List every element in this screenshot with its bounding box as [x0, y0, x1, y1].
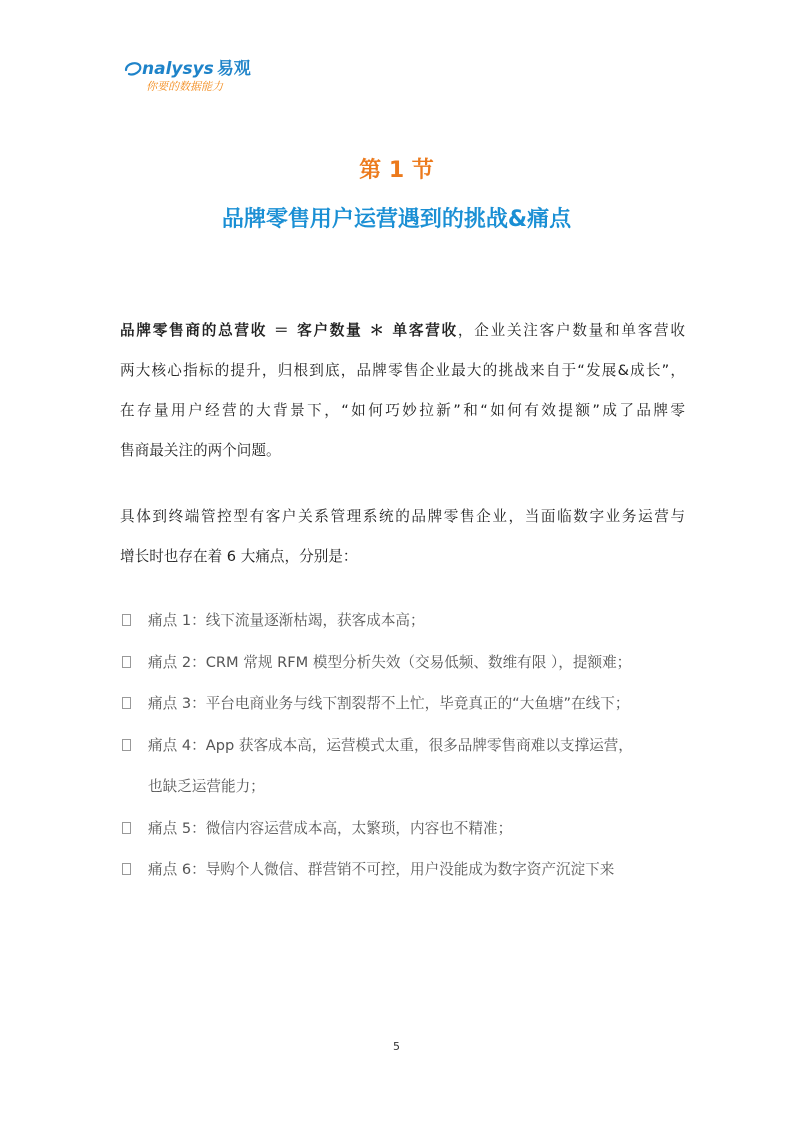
bullet-box-icon: [122, 822, 131, 834]
logo-wordmark: [128, 58, 251, 80]
pain-point-text: 痛点 5：微信内容运营成本高，太繁琐，内容也不精准；: [148, 819, 513, 837]
intro-paragraph: [120, 311, 685, 471]
pain-point-text: 痛点 3：平台电商业务与线下割裂帮不上忙，毕竟真正的“大鱼塘”在线下；: [148, 695, 630, 712]
pain-point-text: 痛点 6：导购个人微信、群营销不可控，用户没能成为数字资产沉淀下来: [148, 861, 615, 878]
page-number: 5: [393, 1040, 400, 1053]
intro-line-1-rest: ，企业关注客户数量和单客营收: [457, 322, 685, 339]
intro-line-1: [120, 311, 685, 351]
list-item: [120, 849, 685, 891]
intro-line-2: 两大核心指标的提升，归根到底，品牌零售企业最大的挑战来自于“发展&成长”，: [120, 362, 685, 379]
revenue-formula: 品牌零售商的总营收 ＝ 客户数量 ＊ 单客营收: [120, 322, 458, 339]
bullet-box-icon: [122, 697, 131, 709]
bullet-box-icon: [122, 739, 131, 751]
section-number: 第 1 节: [359, 158, 434, 183]
section-title: 品牌零售用户运营遇到的挑战&痛点: [221, 207, 572, 232]
pain-intro-line-1: 具体到终端管控型有客户关系管理系统的品牌零售企业，当面临数字业务运营与: [120, 508, 685, 525]
intro-line-3: 在存量用户经营的大背景下，“如何巧妙拉新”和“如何有效提额”成了品牌零: [120, 402, 685, 419]
intro-line-4: 售商最关注的两个问题。: [120, 442, 281, 459]
list-item: [120, 725, 685, 808]
logo-brand-en: nalysys: [142, 59, 214, 79]
logo-brand-cn: 易观: [216, 59, 251, 79]
bullet-box-icon: [122, 614, 131, 626]
pain-point-text: 痛点 2：CRM 常规 RFM 模型分析失效（交易低频、数维有限 ），提额难；: [148, 653, 632, 671]
pain-point-text: 痛点 4：App 获客成本高，运营模式太重，很多品牌零售商难以支撑运营，: [148, 736, 633, 754]
pain-points-intro: [120, 497, 685, 577]
pain-point-text: 痛点 1：线下流量逐渐枯竭，获客成本高；: [148, 612, 425, 629]
logo-tagline: 你要的数据能力: [146, 80, 223, 93]
bullet-box-icon: [122, 863, 131, 875]
analysys-logo: [128, 58, 258, 98]
list-item: [120, 683, 685, 725]
pain-point-text-continued: 也缺乏运营能力；: [148, 778, 265, 795]
list-item: [120, 600, 685, 642]
list-item: [120, 808, 685, 850]
list-item: [120, 642, 685, 684]
pain-points-list: [120, 600, 685, 891]
pain-intro-line-2: 增长时也存在着 6 大痛点，分别是：: [120, 548, 358, 565]
bullet-box-icon: [122, 656, 131, 668]
